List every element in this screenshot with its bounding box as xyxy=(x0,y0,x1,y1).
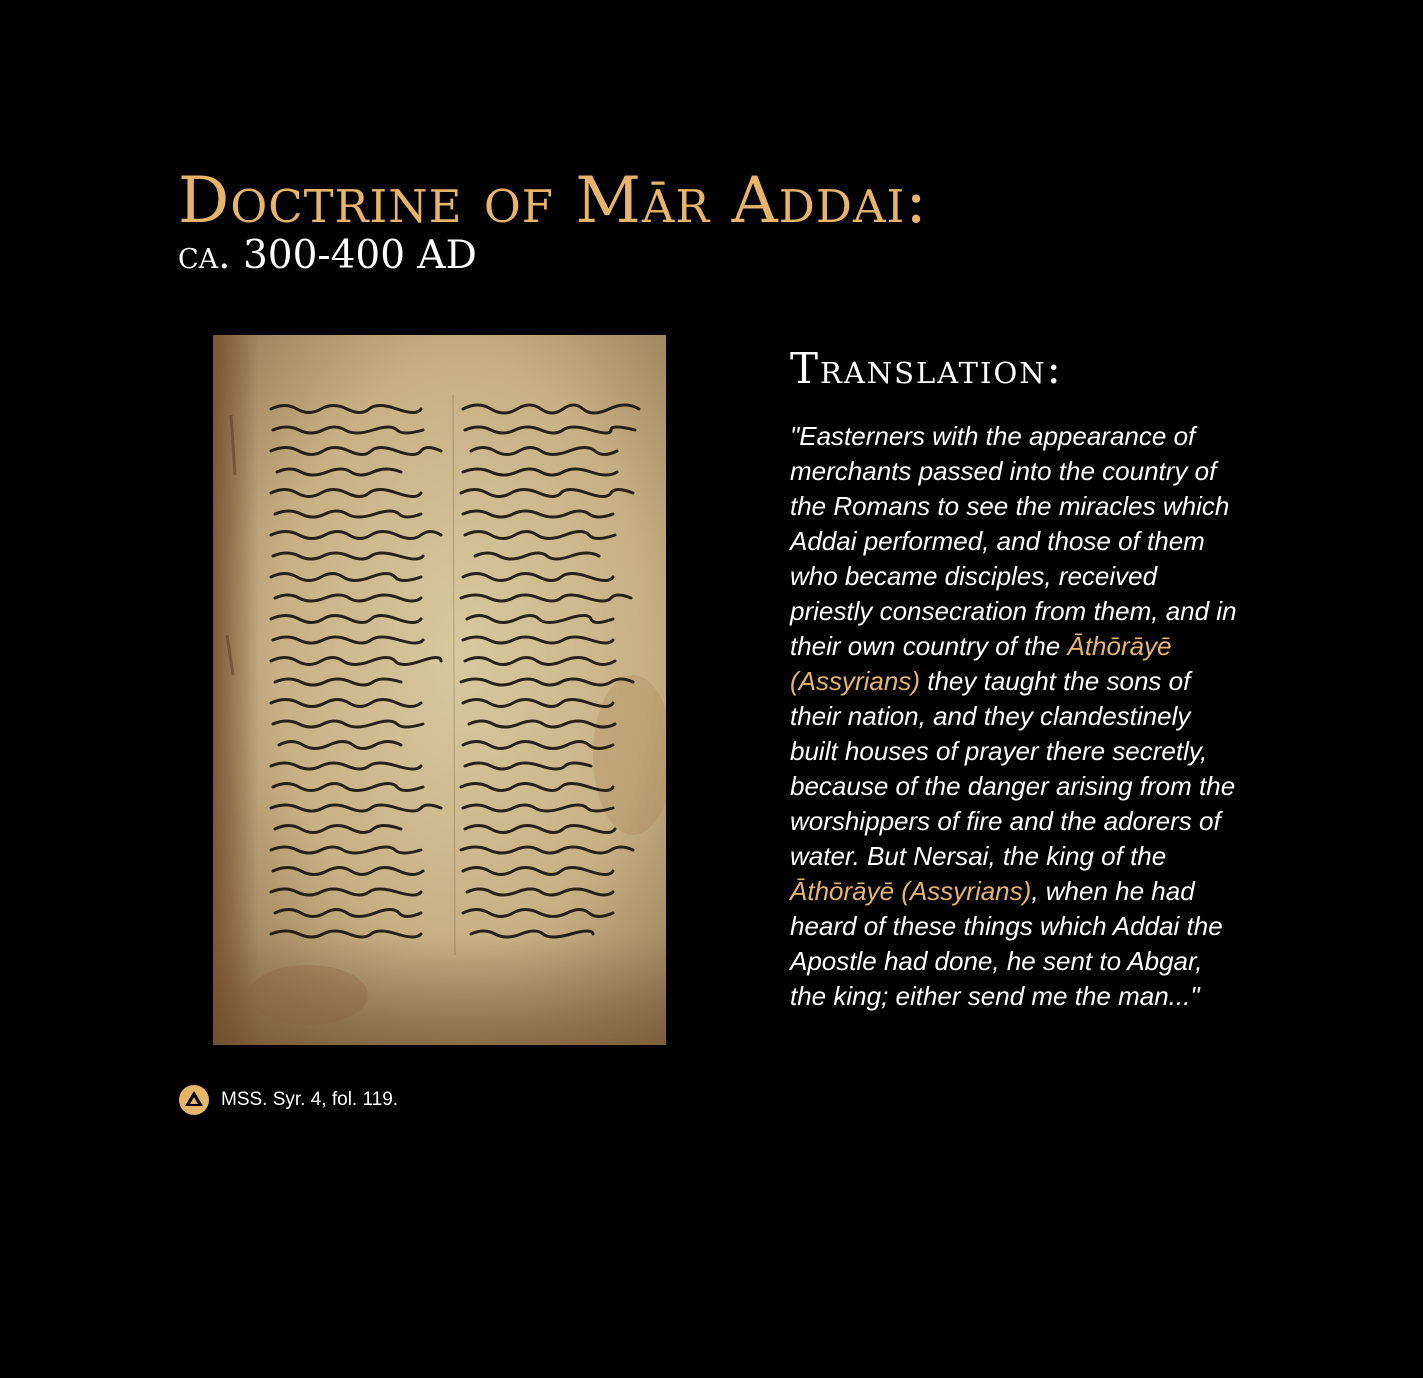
translation-segment: they taught the sons of their nation, and they clandestinely built houses of prayer there secretly, because of the danger arising from the worshippers of fire and the adorers of water. But Nersai, the king of the xyxy=(790,666,1236,871)
image-caption xyxy=(179,1085,398,1115)
translation-text xyxy=(790,419,1240,1014)
translation-heading: Translation: xyxy=(790,344,1063,393)
caption-text: MSS. Syr. 4, fol. 119. xyxy=(221,1089,399,1110)
triangle-in-circle-icon xyxy=(179,1085,209,1115)
translation-segment: , when he had heard of these things which Addai the Apostle had done, he sent to Abgar, the king; either send me the man..." xyxy=(790,876,1223,1011)
manuscript-image xyxy=(213,335,666,1045)
page-subtitle: ca. 300-400 AD xyxy=(178,233,477,278)
page-title: Doctrine of Mār Addai: xyxy=(178,164,928,238)
assyrians-term: Āthōrāyē (Assyrians) xyxy=(790,631,1172,696)
assyrians-term: Āthōrāyē (Assyrians) xyxy=(790,876,1032,906)
translation-segment: "Easterners with the appearance of merchants passed into the country of the Romans to see the miracles which Addai performed, and those of them who became disciples, received priestly consecration from them, and in their own country of the xyxy=(790,421,1237,661)
